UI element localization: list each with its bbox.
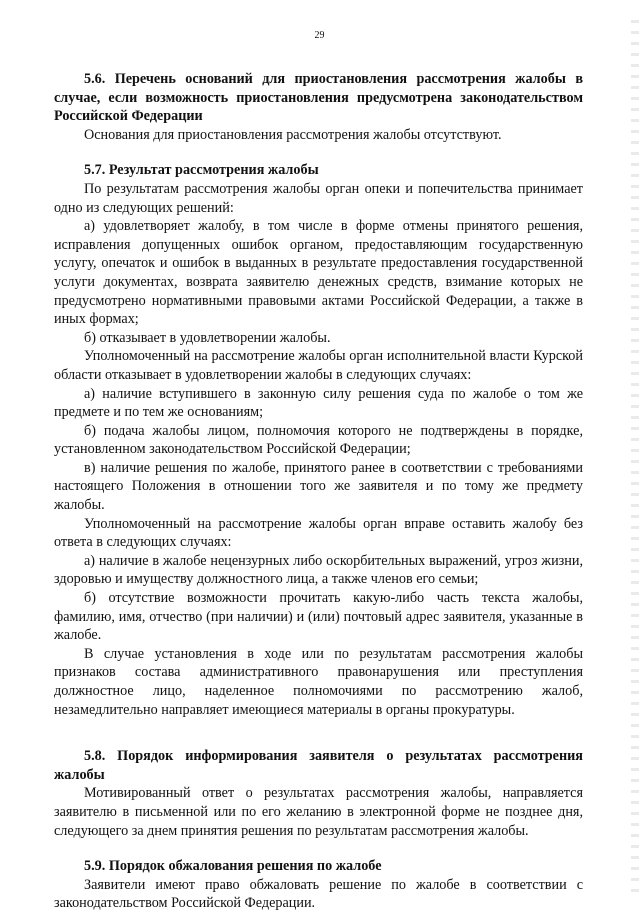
page-number: 29 bbox=[314, 30, 325, 41]
paragraph: Уполномоченный на рассмотрение жалобы орган исполнительной власти Курской области отказывает в удовлетворении жалобы в следующих случаях: bbox=[54, 348, 583, 383]
paragraph: В случае установления в ходе или по результатам рассмотрения жалобы признаков состава административного правонарушения или преступления должностное лицо, наделенное полномочиями по рассмотрению жалоб, незамедлительно направляет имеющиеся материалы в органы прокуратуры. bbox=[54, 645, 583, 718]
paragraph: Уполномоченный на рассмотрение жалобы орган вправе оставить жалобу без ответа в следующих случаях: bbox=[54, 515, 583, 551]
list-item: а) удовлетворяет жалобу, в том числе в форме отмены принятого решения, исправления допущенных ошибок органом, предоставляющим государственную услугу, опечаток и ошибок в выданных в результате предоставления государственной услуги документах, возврата заявителю денежных средств, взимание которых не предусмотрено нормативными правовыми актами Российской Федерации, а также в иных формах; bbox=[54, 218, 583, 328]
list-item: б) отсутствие возможности прочитать какую-либо часть текста жалобы, фамилию, имя, отчество (при наличии) и (или) почтовый адрес заявителя, указанные в жалобе. bbox=[54, 590, 583, 644]
section-heading: 5.7. Результат рассмотрения жалобы bbox=[84, 162, 319, 179]
scan-edge-marks bbox=[631, 20, 639, 900]
paragraph: Заявители имеют право обжаловать решение по жалобе в соответствии с законодательством Российской Федерации. bbox=[54, 876, 583, 912]
paragraph: По результатам рассмотрения жалобы орган опеки и попечительства принимает одно из следующих решений: bbox=[54, 180, 583, 216]
list-item: б) подача жалобы лицом, полномочия которого не подтверждены в порядке, установленном законодательством Российской Федерации; bbox=[54, 422, 583, 458]
list-item: а) наличие вступившего в законную силу решения суда по жалобе о том же предмете и по тем же основаниям; bbox=[54, 385, 583, 421]
paragraph: Мотивированный ответ о результатах рассмотрения жалобы, направляется заявителю в письменной или по его желанию в электронной форме не позднее дня, следующего за днем принятия решения по результатам рассмотрения жалобы. bbox=[54, 785, 583, 839]
list-item: в) наличие решения по жалобе, принятого ранее в соответствии с требованиями настоящего Положения в отношении того же заявителя и по тому же предмету жалобы. bbox=[54, 459, 583, 514]
section-heading: 5.8. Порядок информирования заявителя о результатах рассмотрения жалобы bbox=[54, 748, 583, 783]
list-item: а) наличие в жалобе нецензурных либо оскорбительных выражений, угроз жизни, здоровью и имуществу должностного лица, а также членов его семьи; bbox=[54, 552, 583, 588]
section-heading: 5.9. Порядок обжалования решения по жалобе bbox=[84, 858, 382, 875]
document-body bbox=[54, 70, 583, 913]
paragraph: Основания для приостановления рассмотрения жалобы отсутствуют. bbox=[84, 126, 502, 143]
section-heading: 5.6. Перечень оснований для приостановления рассмотрения жалобы в случае, если возможность приостановления предусмотрена законодательством Российской Федерации bbox=[54, 71, 583, 125]
list-item: б) отказывает в удовлетворении жалобы. bbox=[84, 329, 331, 346]
